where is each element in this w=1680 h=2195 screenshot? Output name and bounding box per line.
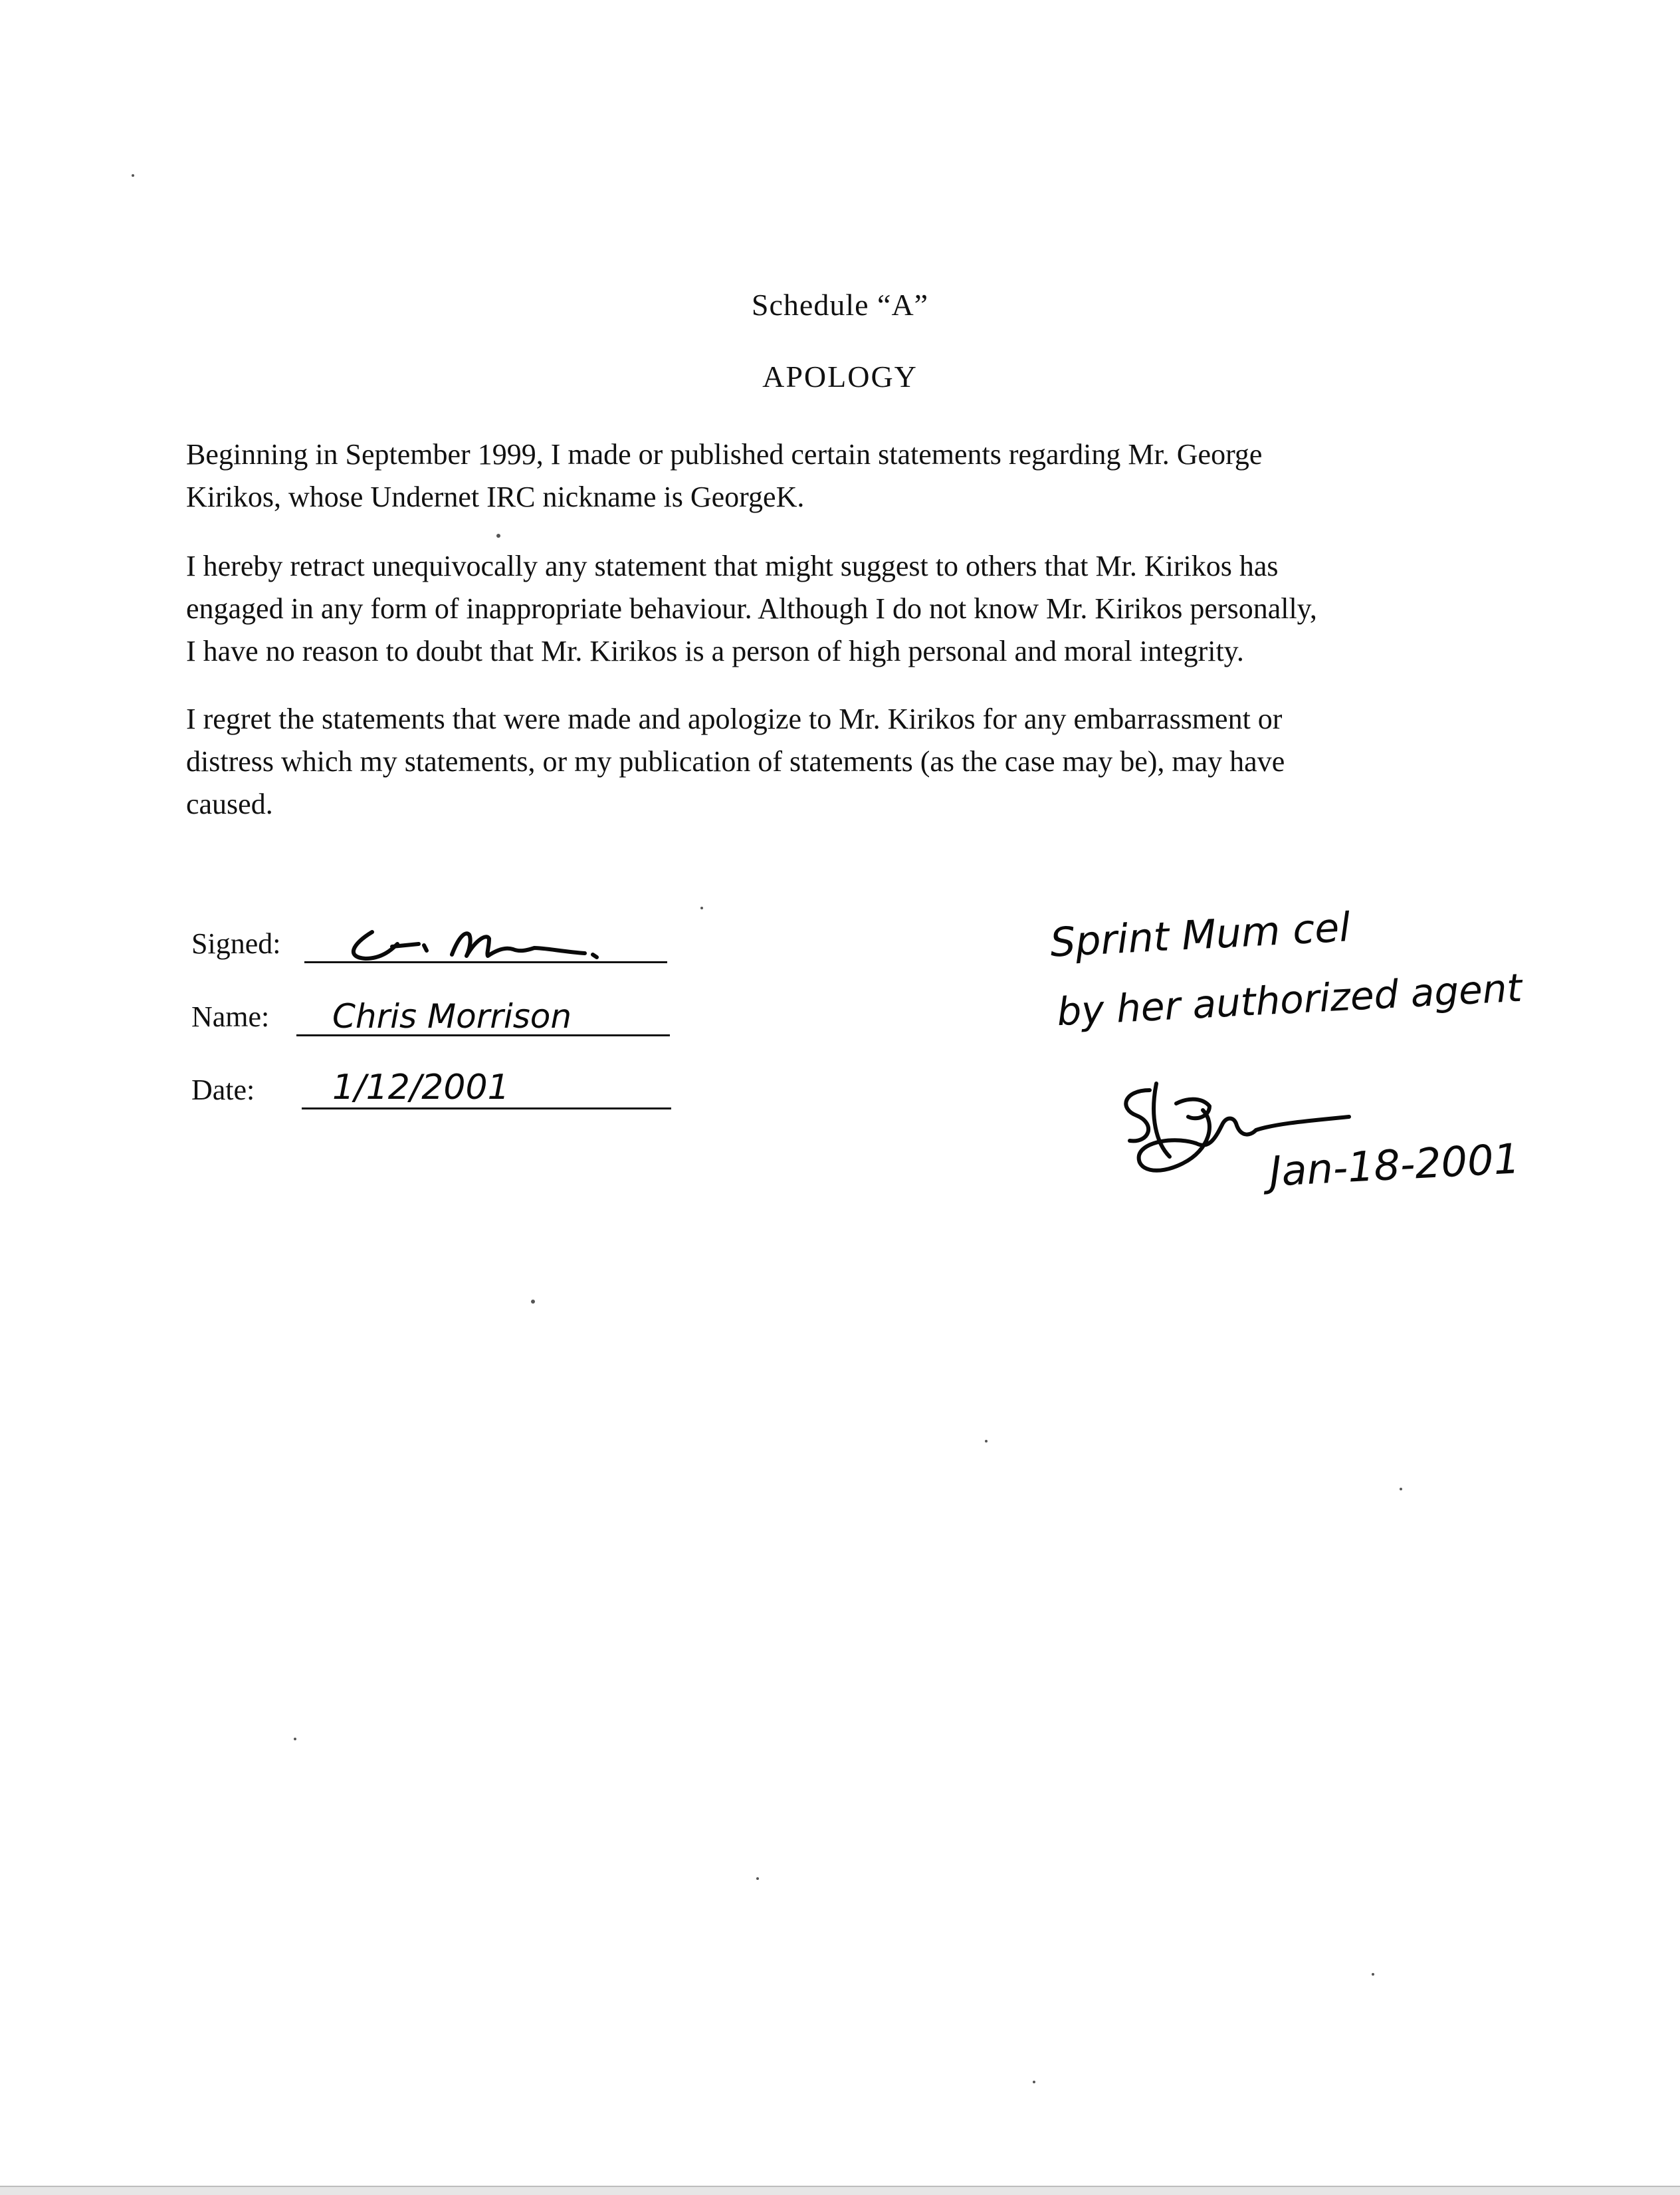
scan-speck (1372, 1973, 1374, 1976)
name-label: Name: (191, 1000, 270, 1033)
handwritten-note-line1: Sprint Mum cel (1049, 904, 1352, 967)
paragraph-line: Beginning in September 1999, I made or published certain statements regarding Mr. George (186, 438, 1263, 471)
scan-speck (1033, 2081, 1035, 2083)
scan-speck (531, 1300, 535, 1304)
scan-speck (132, 174, 134, 177)
scan-speck (700, 907, 703, 909)
handwritten-note-line2: by her authorized agent (1055, 965, 1523, 1035)
signed-label: Signed: (191, 927, 281, 960)
scan-speck (1400, 1488, 1402, 1490)
paragraph-line: Kirikos, whose Undernet IRC nickname is GeorgeK. (186, 481, 805, 513)
scan-speck (496, 534, 500, 538)
scan-speck (294, 1738, 296, 1740)
handwritten-note-date: Jan-18-2001 (1268, 1134, 1521, 1196)
name-value: Chris Morrison (332, 997, 572, 1036)
paragraph-line: distress which my statements, or my publication of statements (as the case may be), may have (186, 745, 1285, 778)
date-value: 1/12/2001 (332, 1068, 510, 1107)
document-title: APOLOGY (762, 360, 918, 394)
paragraph-line: I hereby retract unequivocally any statement that might suggest to others that Mr. Kirikos has (186, 550, 1279, 582)
paragraph-line: I regret the statements that were made and apologize to Mr. Kirikos for any embarrassment or (186, 703, 1283, 735)
date-label: Date: (191, 1074, 255, 1106)
paragraph-line: caused. (186, 788, 273, 820)
paragraph-line: engaged in any form of inappropriate behaviour. Although I do not know Mr. Kirikos personally, (186, 592, 1317, 625)
paragraph-line: I have no reason to doubt that Mr. Kirikos is a person of high personal and moral integrity. (186, 635, 1244, 667)
schedule-heading: Schedule “A” (751, 288, 929, 322)
scan-speck (756, 1877, 759, 1880)
scan-speck (985, 1440, 988, 1443)
